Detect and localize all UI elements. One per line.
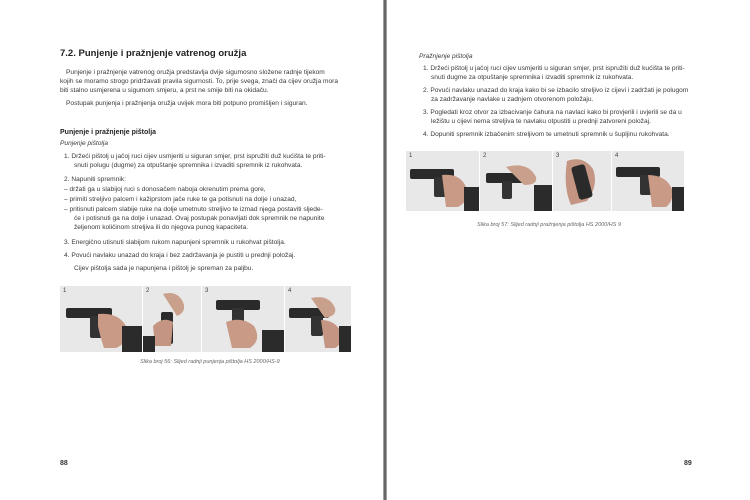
intro-line: Postupak punjenja i pražnjenja oružja uvijek mora biti potpuno promišljen i siguran. [66,100,308,107]
photo-unload-step-3 [553,151,611,211]
subheading: Punjenje i pražnjenje pištolja [60,129,157,136]
step-line: 2. Napuniti spremnik: [64,176,126,183]
magazine-loading-image [143,286,201,352]
page-number: 88 [60,460,68,467]
step-line: snuti dugme za otpuštanje spremnika i izvaditi spremnik iz rukohvata. [431,74,634,81]
step-line: ležištu u cijevi nema streljiva te navlaku otpustiti u prednji zatvoreni položaj. [431,118,651,125]
step-line: – primiti streljivo palcem i kažiprstom jače ruke te ga potisnuti na dolje i unazad, [64,196,297,203]
photo-number: 1 [63,288,67,294]
photo-number: 2 [483,153,487,159]
photo-load-step-4 [285,286,351,352]
chamber-check-image [553,151,611,211]
step-line: – pritisnuti palcem slabije ruke na dolje umetnuto streljivo te izmad njega postaviti sljede- [64,206,323,213]
sub-italic-heading: Pražnjenje pištolja [419,53,473,60]
magazine-insert-image [612,151,684,211]
section-title: 7.2. Punjenje i pražnjenje vatrenog oružja [60,48,247,59]
step-line: 2. Povući navlaku unazad do kraja kako bi se izbacilo streljivo iz cijevi i zadržati je polugom [423,87,689,94]
step-line: za zadržavanje navlake u zadnjem otvorenom položaju. [431,96,594,103]
step-line: 1. Držeći pištolj u jačoj ruci cijev usmjeriti u siguran smjer, prst ispružiti duž kućišta te priti- [423,65,685,72]
step-line: 4. Dopuniti spremnik izbačenim streljivom te umetnuti spremnik u šupljinu rukohvata. [423,131,670,138]
step-line: 4. Povući navlaku unazad do kraja i bez zadržavanja je pustiti u prednji položaj. [64,252,296,259]
pistol-hand-image [406,151,479,211]
pistol-hand-image [60,286,142,352]
step-line: željenom količinom streljiva ili do njegova punog kapaciteta. [74,224,249,231]
step-line: 3. Pogledati kroz otvor za izbacivanje čahura na navlaci kako bi provjerili i uvjerili se da u [423,109,682,116]
photo-number: 4 [615,153,619,159]
photo-unload-step-2 [480,151,552,211]
photo-number: 2 [146,288,150,294]
step-line: 3. Energično utisnuti slabijom rukom napunjeni spremnik u rukohvat pištolja. [64,239,286,246]
step-line: snuti polugu (dugme) za otpuštanje spremnika i izvaditi spremnik iz rukohvata. [74,162,303,169]
photo-load-step-2 [143,286,201,352]
right-page [387,0,750,500]
figure-caption: Slika broj 56: Slijed radnji punjenja pištolja HS 2000/HS-9 [140,359,280,365]
step-line: će i potisnuti ga na dolje i unazad. Ovaj postupak ponavljati dok spremnik ne napunite [74,215,325,222]
step-line: – držati ga u slabijoj ruci s donosačem naboja okrenutim prema gore, [64,186,266,193]
page-number: 89 [684,460,692,467]
photo-number: 3 [205,288,209,294]
photo-number: 3 [556,153,560,159]
intro-line: biti stalno usmjerena u sigumom smjeru, a prst ne smije biti na okidaču. [60,87,269,94]
photo-unload-step-4 [612,151,684,211]
step-line: Cijev pištolja sada je napunjena i pištolj je spreman za paljbu. [74,265,254,272]
photo-number: 4 [288,288,292,294]
intro-line: kojih se moramo strogo pridržavati pravila sigurnosti. To, prije svega, znači da cijev oružja mora [60,78,339,85]
sub-italic-heading: Punjenje pištolja [60,140,109,147]
photo-number: 1 [409,153,413,159]
magazine-insert-image [202,286,284,352]
slide-lock-image [480,151,552,211]
photo-load-step-1 [60,286,142,352]
step-line: 1. Držeći pištolj u jačoj ruci cijev usmjeriti u siguran smjer, prst ispružiti duž kućišta te priti- [64,153,326,160]
intro-line: Punjenje i pražnjenje vatrenog oružja predstavlja dvije sigumosno složene radnje tijekom [66,69,325,76]
figure-caption: Slika broj 57: Slijed radnji pražnjenja pištolja HS 2000/HS 9 [477,222,621,228]
slide-rack-image [285,286,351,352]
photo-unload-step-1 [406,151,479,211]
photo-load-step-3 [202,286,284,352]
